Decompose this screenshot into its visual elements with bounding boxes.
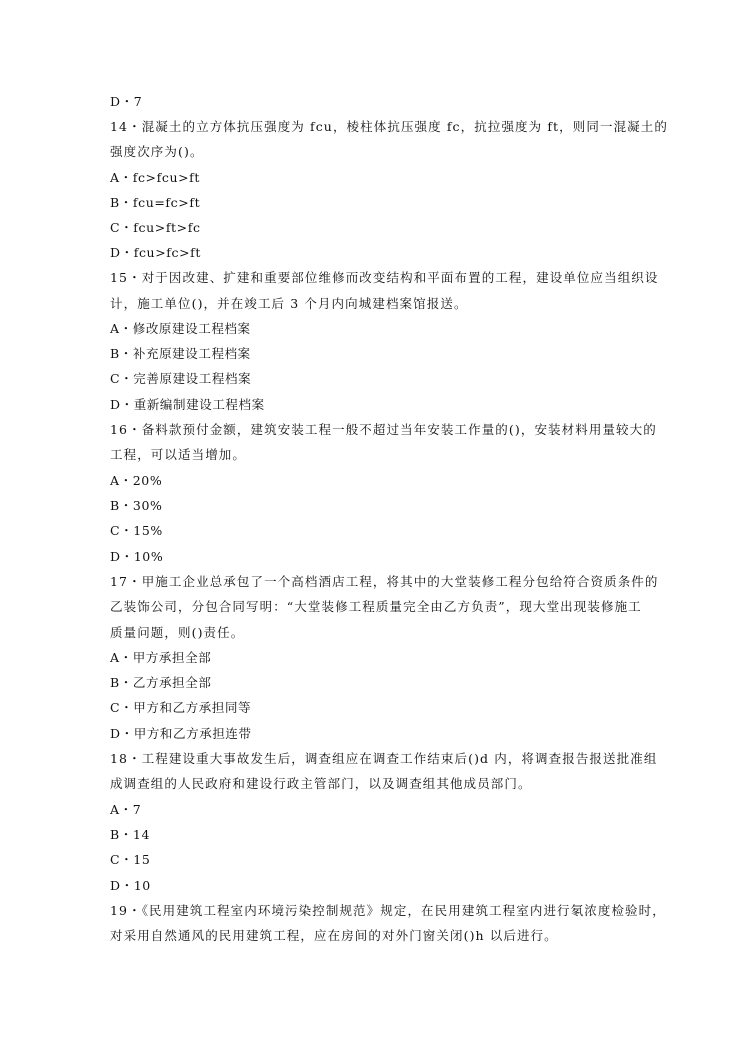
answer-option: B・补充原建设工程档案 xyxy=(110,346,251,361)
question-text: 强度次序为()。 xyxy=(110,144,204,159)
question-text: 工程，可以适当增加。 xyxy=(110,447,247,462)
answer-option: D・10 xyxy=(110,878,151,893)
question-text: 17・甲施工企业总承包了一个高档酒店工程，将其中的大堂装修工程分包给符合资质条件的 xyxy=(110,574,659,589)
answer-option: D・fcu>fc>ft xyxy=(110,245,202,260)
answer-option: A・甲方承担全部 xyxy=(110,650,212,665)
question-text: 15・对于因改建、扩建和重要部位维修而改变结构和平面布置的工程，建设单位应当组织设 xyxy=(110,270,659,285)
answer-option: C・完善原建设工程档案 xyxy=(110,371,252,386)
answer-option: A・修改原建设工程档案 xyxy=(110,321,251,336)
answer-option: D・甲方和乙方承担连带 xyxy=(110,726,252,741)
answer-option: B・30% xyxy=(110,498,163,513)
question-text: 对采用自然通风的民用建筑工程，应在房间的对外门窗关闭()h 以后进行。 xyxy=(110,928,558,943)
question-text: 16・备料款预付金额，建筑安装工程一般不超过当年安装工作量的()，安装材料用量较大的 xyxy=(110,422,657,437)
answer-option: A・7 xyxy=(110,802,142,817)
answer-option: C・15 xyxy=(110,852,151,867)
answer-option: B・乙方承担全部 xyxy=(110,675,212,690)
question-text: 19・《民用建筑工程室内环境污染控制规范》规定，在民用建筑工程室内进行氡浓度检验时， xyxy=(110,903,666,918)
answer-option: C・甲方和乙方承担同等 xyxy=(110,700,252,715)
question-text: 乙装饰公司，分包合同写明：“大堂装修工程质量完全由乙方负责”，现大堂出现装修施工 xyxy=(110,599,642,614)
question-text: 18・工程建设重大事故发生后，调查组应在调查工作结束后()d 内，将调查报告报送批准组 xyxy=(110,751,658,766)
answer-option: C・fcu>ft>fc xyxy=(110,220,201,235)
question-text: 质量问题，则()责任。 xyxy=(110,625,245,640)
answer-option: D・10% xyxy=(110,549,164,564)
answer-option: B・fcu=fc>ft xyxy=(110,195,201,210)
answer-option: A・20% xyxy=(110,473,163,488)
question-text: 14・混凝土的立方体抗压强度为 fcu，棱柱体抗压强度 fc，抗拉强度为 ft，则同一混凝土的 xyxy=(110,119,668,134)
answer-option: B・14 xyxy=(110,827,150,842)
question-text: 成调查组的人民政府和建设行政主管部门，以及调查组其他成员部门。 xyxy=(110,776,532,791)
answer-option: D・7 xyxy=(110,94,143,109)
answer-option: A・fc>fcu>ft xyxy=(110,170,201,185)
answer-option: C・15% xyxy=(110,523,163,538)
question-text: 计，施工单位()，并在竣工后 3 个月内向城建档案馆报送。 xyxy=(110,296,468,311)
answer-option: D・重新编制建设工程档案 xyxy=(110,397,265,412)
